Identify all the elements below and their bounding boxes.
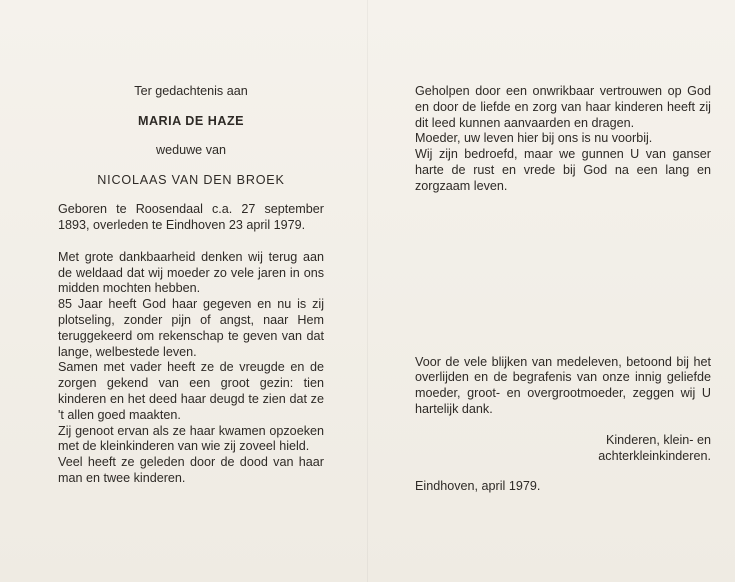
signature-line-1: Kinderen, klein- en [605, 432, 711, 447]
left-page [58, 0, 324, 487]
signature-line-2: achterkleinkinderen. [598, 448, 711, 463]
closing-paragraph: Moeder, uw leven hier bij ons is nu voorbij. [415, 131, 653, 146]
relation-text: weduwe van [155, 142, 226, 157]
spouse-name: NICOLAAS VAN DEN BROEK [97, 173, 285, 188]
birth-death-text: Geboren te Roosendaal c.a. 27 september 1893, overleden te Eindhoven 23 april 1979. [58, 202, 324, 232]
intro-text: Ter gedachtenis aan [134, 84, 248, 98]
closing-paragraph: Wij zijn bedroefd, maar we gunnen U van ganser harte de rust en vrede bij God na een lang en zorgzaam leven. [415, 147, 711, 193]
card-fold [367, 0, 368, 582]
biography-paragraph: Veel heeft ze geleden door de dood van haar man en twee kinderen. [58, 455, 324, 485]
closing-paragraph: Geholpen door een onwrikbaar vertrouwen op God en door de liefde en zorg van haar kinderen heeft zij dit leed kunnen aanvaarden en dragen. [415, 84, 711, 130]
biography [58, 250, 324, 487]
closing-text [415, 84, 711, 195]
thanks-text: Voor de vele blijken van medeleven, betoond bij het overlijden en de begrafenis van onze innig geliefde moeder, groot- en overgrootmoeder, zeggen wij U hartelijk dank. [415, 354, 711, 416]
biography-paragraph: Samen met vader heeft ze de vreugde en de zorgen gekend van een groot gezin: tien kinderen en het deed haar deugd te zien dat ze 't allen goed maakten. [58, 360, 324, 422]
place-date: Eindhoven, april 1979. [415, 479, 541, 494]
biography-paragraph: 85 Jaar heeft God haar gegeven en nu is zij plotseling, zonder pijn of angst, naar Hem teruggekeerd om rekenschap te geven van dat lange, welbestede leven. [58, 297, 324, 359]
biography-paragraph: Zij genoot ervan als ze haar kwamen opzoeken met de kleinkinderen van wie zij zoveel hield. [58, 423, 324, 454]
deceased-name: MARIA DE HAZE [137, 113, 245, 128]
biography-paragraph: Met grote dankbaarheid denken wij terug aan de weldaad dat wij moeder zo vele jaren in ons midden mochten hebben. [58, 249, 324, 296]
right-page [415, 0, 711, 495]
